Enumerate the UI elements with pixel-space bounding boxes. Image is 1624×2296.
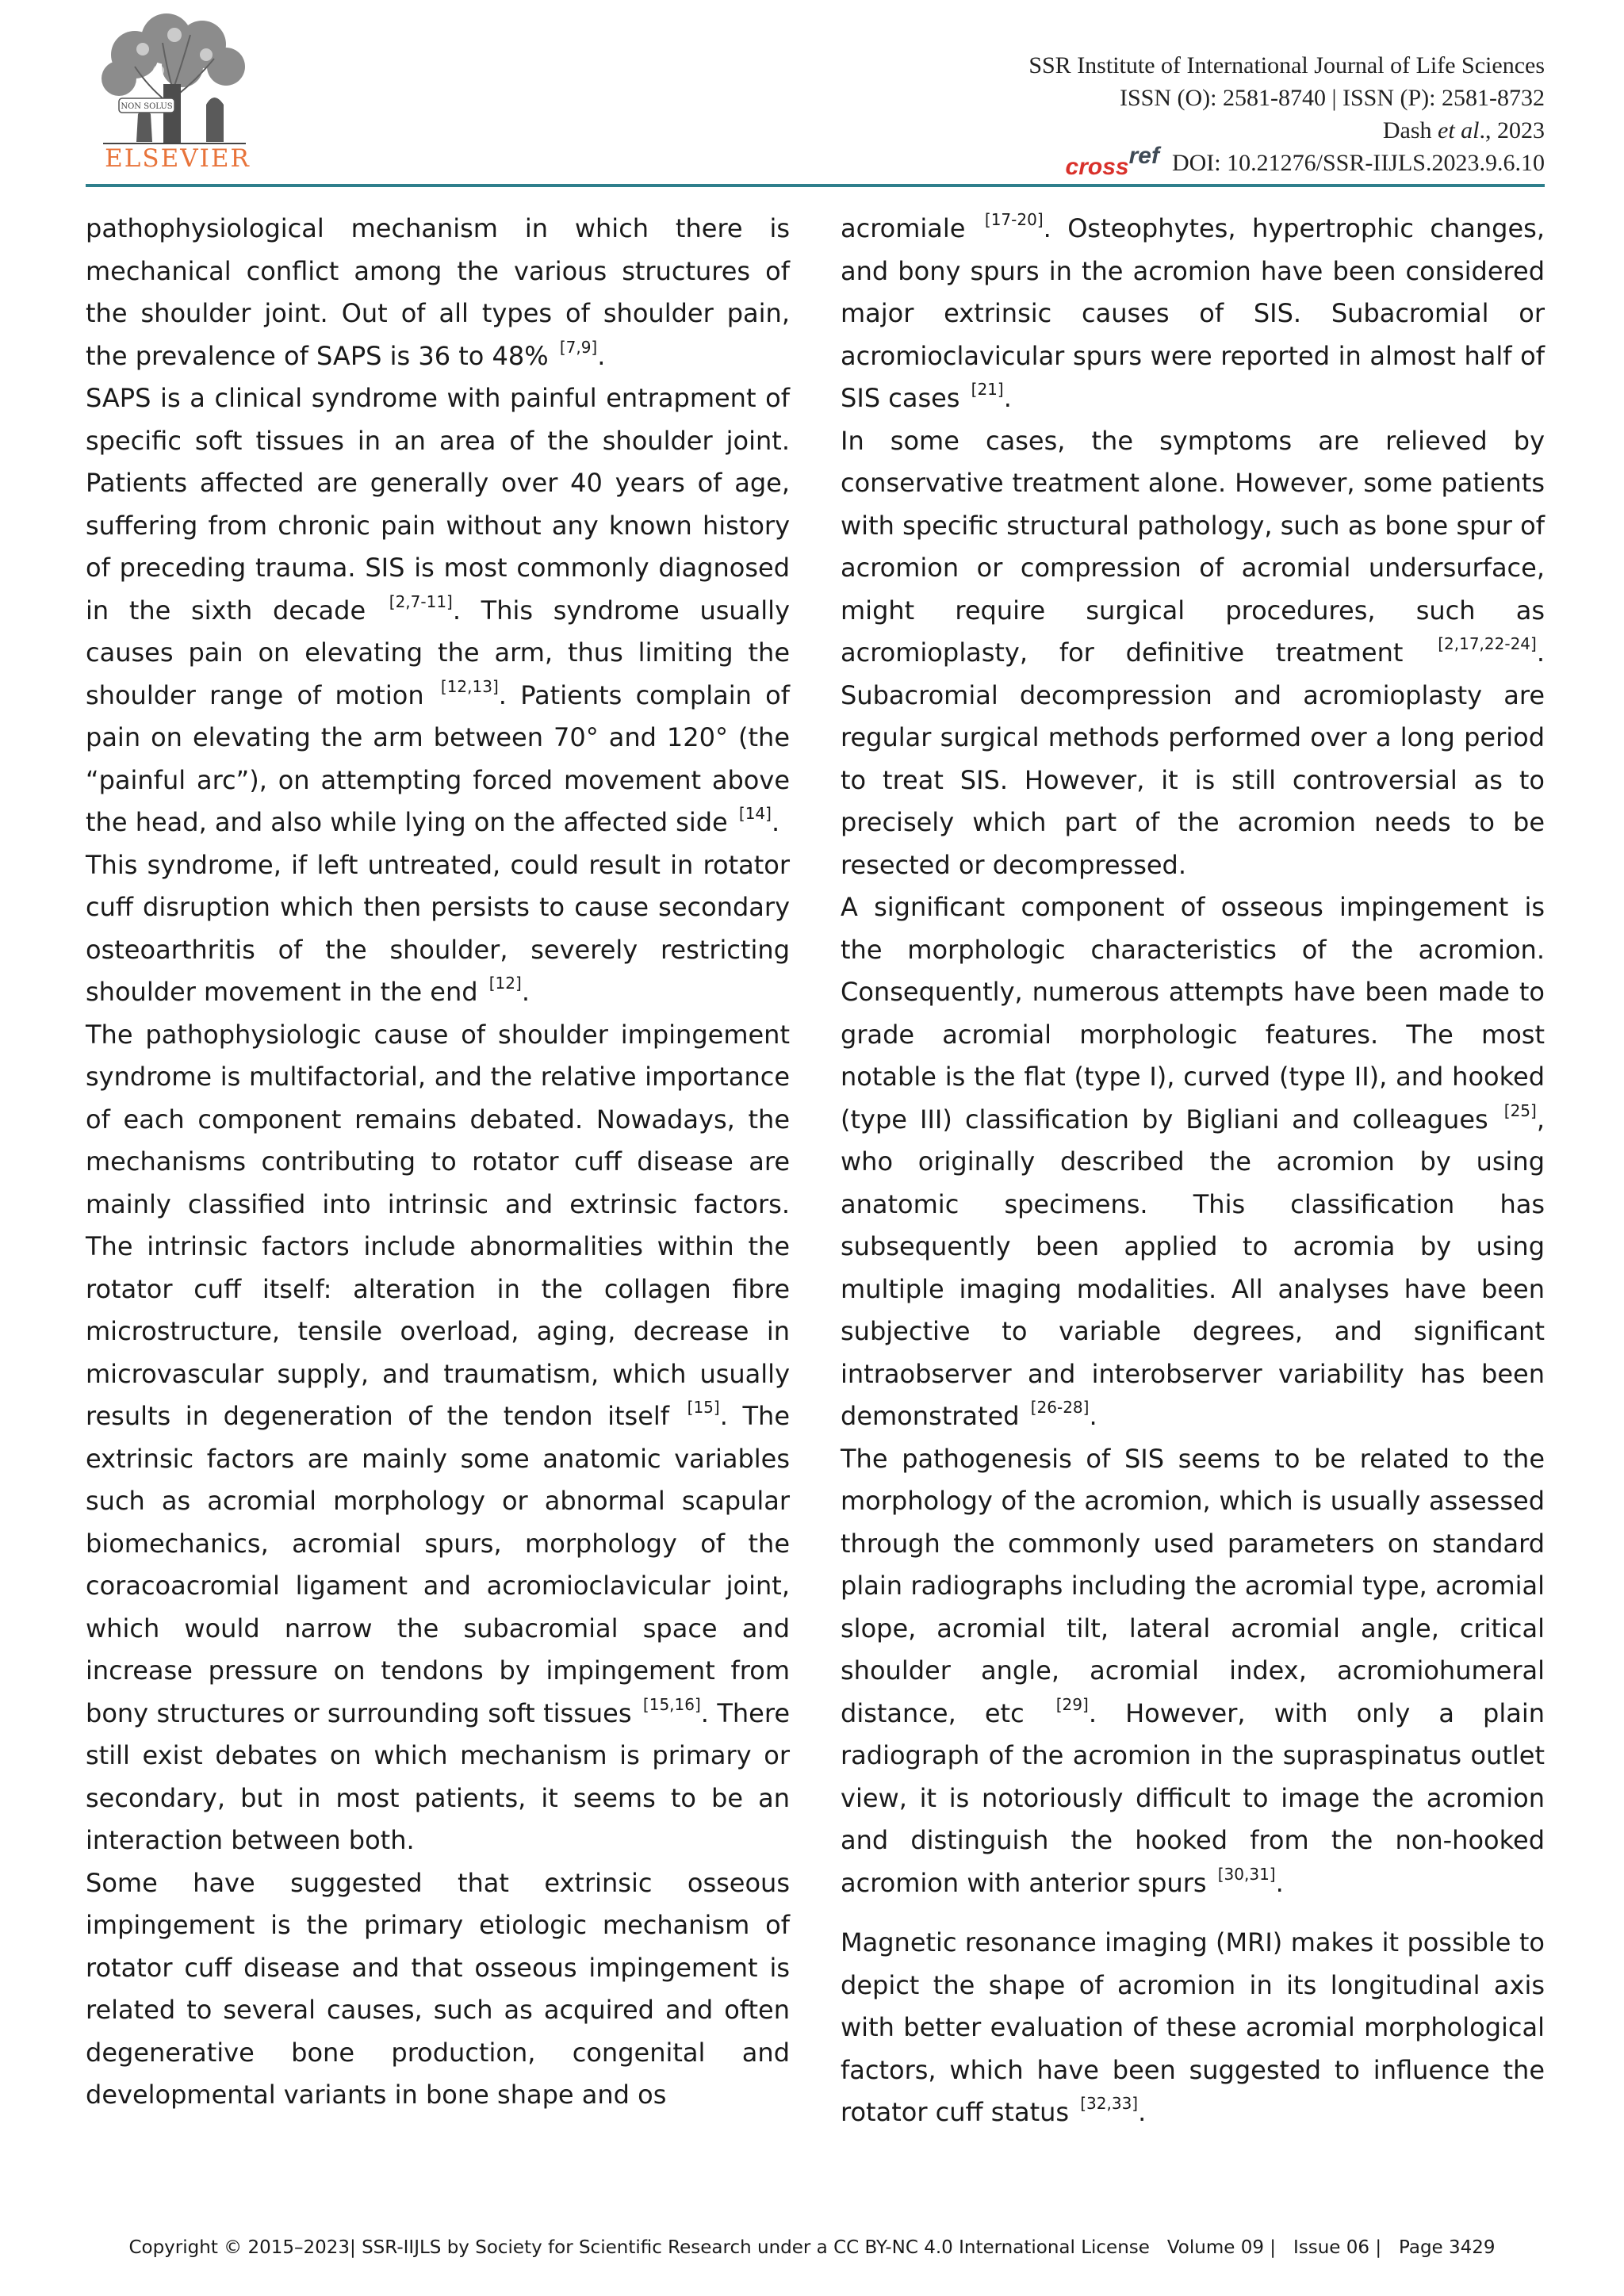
logo-motto: NON SOLUS [121, 102, 173, 111]
citation[interactable]: [15] [687, 1398, 720, 1417]
paragraph: Magnetic resonance imaging (MRI) makes it possible to depict the shape of acromion in its longitudinal axis with better evaluation of these acromial morphological factors, which have been suggested to influence the rotator cuff status [32,33]. [841, 1927, 1545, 2127]
page-footer: Copyright © 2015–2023| SSR-IIJLS by Society for Scientific Research under a CC BY-NC 4.0 International License Volume 09 | Issue 06 | Page 3429 [128, 2237, 1496, 2258]
journal-name: SSR Institute of International Journal of Life Sciences [1028, 52, 1545, 78]
paragraph: SAPS is a clinical syndrome with painful entrapment of specific soft tissues in an area of the shoulder joint. Patients affected are generally over 40 years of age, suffering from chronic pain without any known history of preceding trauma. SIS is most commonly diagnosed in the sixth decade [2,7-11]. This syndrome usually causes pain on elevating the arm, thus limiting the shoulder range of motion [12,13]. Patients complain of pain on elevating the arm between 70° and 120° (the “painful arc”), on attempting forced movement above the head, and also while lying on the affected side [14]. [86, 383, 791, 837]
citation[interactable]: [25] [1503, 1100, 1537, 1120]
citation[interactable]: [12,13] [440, 676, 499, 696]
paragraph: Some have suggested that extrinsic osseous impingement is the primary etiologic mechanism of rotator cuff disease and that osseous impingement is related to several causes, such as acquired and often degenerative bone production, congenital and developmental variants in bone shape and os [86, 1867, 790, 2110]
paragraph: The pathophysiologic cause of shoulder impingement syndrome is multifactorial, and the relative importance of each component remains debated. Nowadays, the mechanisms contributing to rotator cuff disease are mainly classified into intrinsic and extrinsic factors. The intrinsic factors include abnormalities within the rotator cuff itself: alteration in the collagen fibre microstructure, tensile overload, aging, decrease in microvascular supply, and traumatism, which usually results in degeneration of the tendon itself [15]. The extrinsic factors are mainly some anatomic variables such as acromial morphology or abnormal scapular biomechanics, acromial spurs, morphology of the coracoacromial ligament and acromioclavicular joint, which would narrow the subacromial space and increase pressure on tendons by impingement from bony structures or surrounding soft tissues [15,16]. There still exist debates on which mechanism is primary or secondary, but in most patients, it seems to be an interaction between both. [86, 1019, 791, 1855]
citation[interactable]: [12] [488, 974, 522, 993]
citation[interactable]: [30,31] [1217, 1864, 1276, 1884]
citation[interactable]: [2,7-11] [389, 591, 453, 611]
paragraph: A significant component of osseous impingement is the morphologic characteristics of the acromion. Consequently, numerous attempts have been made to grade acromial morphologic features. The most notable is the flat (type I), curved (type II), and hooked (type III) classification by Bigliani and colleagues [25], who originally described the acromion by using anatomic specimens. This classification has subsequently been applied to acromia by using multiple imaging modalities. All analyses have been subjective to variable degrees, and significant intraobserver and interobserver variability has been demonstrated [26-28]. [841, 892, 1545, 1431]
citation[interactable]: [17-20] [984, 210, 1044, 229]
citation[interactable]: [29] [1055, 1694, 1089, 1714]
tree-emblem-icon [87, 11, 262, 146]
header-divider [86, 184, 1545, 187]
citation[interactable]: [2,17,22-24] [1438, 634, 1537, 653]
paragraph: pathophysiological mechanism in which there is mechanical conflict among the various structures of the shoulder joint. Out of all types of shoulder pain, the prevalence of SAPS is 36 to 48% [7,9]. [86, 213, 790, 371]
doi-row [1028, 143, 1545, 180]
citation[interactable]: [7,9] [559, 337, 598, 357]
citation[interactable]: [26-28] [1030, 1398, 1090, 1417]
doi-link[interactable]: DOI: 10.21276/SSR-IIJLS.2023.9.6.10 [1171, 150, 1545, 176]
citation[interactable]: [14] [738, 804, 772, 823]
author-year: Dash et al., 2023 [1382, 117, 1545, 144]
crossref-logo[interactable]: cross ref [1065, 143, 1159, 180]
left-column [86, 208, 790, 2117]
citation[interactable]: [21] [971, 380, 1004, 399]
paragraph: In some cases, the symptoms are relieved by conservative treatment alone. However, some patients with specific structural pathology, such as bone spur of acromion or compression of acromial undersurface, might require surgical procedures, such as acromioplasty, for definitive treatment [2,17,22-24]. Subacromial decompression and acromioplasty are regular surgical methods performed over a long period to treat SIS. However, it is still controversial as to precisely which part of the acromion needs to be resected or decompressed. [841, 425, 1545, 880]
citation[interactable]: [15,16] [642, 1694, 701, 1714]
citation[interactable]: [32,33] [1080, 2094, 1139, 2113]
paragraph: acromiale [17-20]. Osteophytes, hypertrophic changes, and bony spurs in the acromion have been considered major extrinsic causes of SIS. Subacromial or acromioclavicular spurs were reported in almost half of SIS cases [21]. [841, 210, 1545, 413]
paragraph: The pathogenesis of SIS seems to be related to the morphology of the acromion, which is usually assessed through the commonly used parameters on standard plain radiographs including the acromial type, acromial slope, acromial tilt, lateral acromial angle, critical shoulder angle, acromial index, acromiohumeral distance, etc [29]. However, with only a plain radiograph of the acromion in the supraspinatus outlet view, it is notoriously difficult to image the acromion and distinguish the hooked from the non-hooked acromion with anterior spurs [30,31]. [841, 1443, 1545, 1898]
issn: ISSN (O): 2581-8740 | ISSN (P): 2581-8732 [1119, 85, 1545, 111]
right-column [841, 208, 1545, 2134]
publisher-name: ELSEVIER [105, 144, 251, 173]
paragraph: This syndrome, if left untreated, could result in rotator cuff disruption which then persists to cause secondary osteoarthritis of the shoulder, severely restricting shoulder movement in the end [12]. [86, 849, 790, 1007]
journal-info [1028, 49, 1545, 179]
